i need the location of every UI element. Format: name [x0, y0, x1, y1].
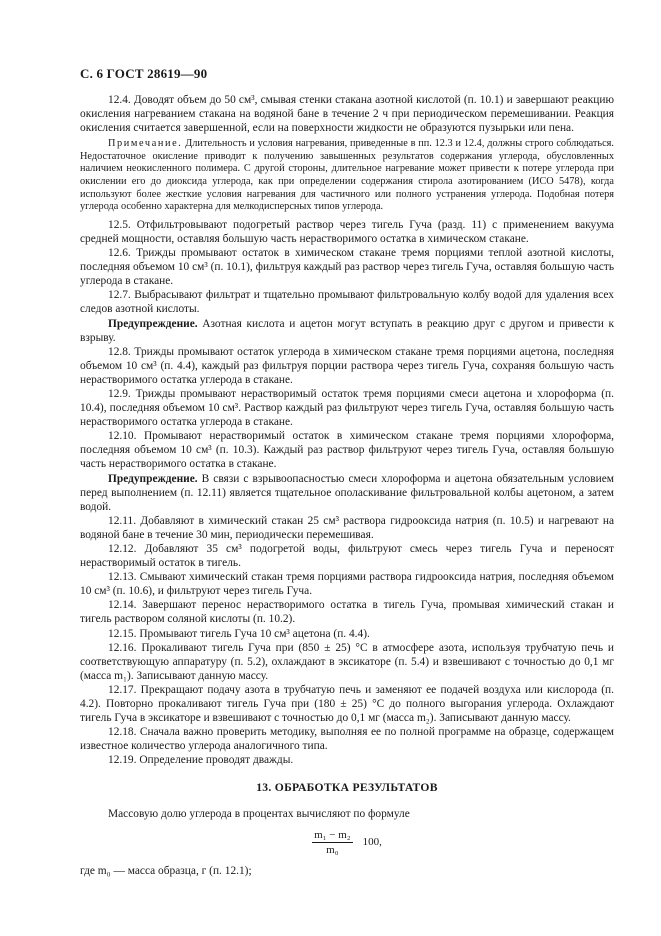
formula-factor: 100,: [362, 836, 382, 849]
warning-2-label: Предупреждение.: [108, 472, 198, 485]
carbon-formula: [80, 829, 614, 856]
section-13-intro: Массовую долю углерода в процентах вычисляют по формуле: [108, 807, 410, 820]
section-13-title: 13. ОБРАБОТКА РЕЗУЛЬТАТОВ: [256, 780, 438, 794]
paragraph-12-11: 12.11. Добавляют в химический стакан 25 см³ раствора гидрооксида натрия (п. 10.5) и нагревают на водяной бане в течение 30 мин, периодически перемешивая.: [80, 514, 614, 541]
paragraph-12-6: 12.6. Трижды промывают остаток в химическом стакане тремя порциями теплой азотной кислоты, последняя объемом 10 см³ (п. 10.1), фильтруя каждый раз раствор через тигель Гуча, оставляя большую часть углерода в стакане.: [80, 247, 615, 288]
paragraph-12-4: 12.4. Доводят объем до 50 см³, смывая стенки стакана азотной кислотой (п. 10.1) и завершают реакцию окисления нагреванием стакана на водяной бане в течение 2 ч при периодическом перемешивании. Реакция окисления считается завершенной, если на поверхности жидкости не образуются пузырьки или пена.: [80, 94, 614, 135]
paragraph-12-9: 12.9. Трижды промывают нерастворимый остаток тремя порциями смеси ацетона и хлороформа (п. 10.4), последняя объемом 10 см³. Раствор каждый раз фильтруют через тигель Гуча, оставляя большую часть нерастворимого остатка углерода в стакане.: [80, 387, 614, 429]
paragraph-12-8: 12.8. Трижды промывают остаток углерода в химическом стакане тремя порциями ацетона, последняя объемом 10 см³ (п. 4.4), каждый раз фильтруя порции раствора через тигель Гуча, сохраняя большую часть нерастворимого остатка углерода в стакане.: [80, 345, 614, 386]
formula-numerator: m₁ − m₂: [314, 828, 351, 841]
warning-1-text: Азотная кислота и ацетон могут вступать в реакцию друг с другом и привести к взрыву.: [80, 317, 614, 344]
note-paragraph: [80, 138, 614, 214]
paragraph-12-13: 12.13. Смывают химический стакан тремя порциями раствора гидроокcида натрия, последняя объемом 10 см³ (п. 10.6), и фильтруют через тигель Гуча.: [80, 571, 614, 598]
paragraph-12-14: 12.14. Завершают перенос нерастворимого остатка в тигель Гуча, промывая химический стакан и тигель раствором соляной кислоты (п. 10.2).: [80, 599, 614, 626]
warning-2-text: В связи с взрывоопасностью смеси хлороформа и ацетона обязательным условием перед выполнением (п. 12.11) является тщательное ополаскивание фильтровальной колбы ацетоном, а затем водой.: [80, 472, 614, 513]
paragraph-12-5: 12.5. Отфильтровывают подогретый раствор через тигель Гуча (разд. 11) с применением вакуума средней мощности, оставляя большую часть нерастворимого остатка в химическом стакане.: [80, 218, 614, 245]
paragraph-12-17: 12.17. Прекращают подачу азота в трубчатую печь и заменяют ее подачей воздуха или кислорода (п. 4.2). Повторно прокаливают тигель Гуча при (180 ± 25) °С до полного выгорания углерода. Охлаждают тигель Гуча в эксикаторе и взвешивают с точностью до 0,1 мг (масса m₂). Записывают данную массу.: [80, 683, 614, 725]
formula-fraction: [312, 829, 353, 856]
page-header: С. 6 ГОСТ 28619—90: [80, 66, 208, 81]
paragraph-12-15: 12.15. Промывают тигель Гуча 10 см³ ацетона (п. 4.4).: [108, 627, 370, 640]
warning-2: [80, 472, 614, 514]
paragraph-12-16: 12.16. Прокаливают тигель Гуча при (850 ± 25) °С в атмосфере азота, используя трубчатую печь и соответствующую аппаратуру (п. 5.2), охлаждают в эксикаторе (п. 5.4) и взвешивают с точностью до 0,1 мг (масса m₁). Записывают данную массу.: [80, 641, 614, 682]
paragraph-12-18: 12.18. Сначала важно проверить методику, выполняя ее по полной программе на образце, содержащем известное количество углерода аналогичного типа.: [80, 726, 614, 753]
formula-where-line: где m₀ — масса образца, г (п. 12.1);: [80, 864, 252, 877]
note-text: Длительность и условия нагревания, приведенные в пп. 12.3 и 12.4, должны строго соблюдаться. Недостаточное окисление приводит к получению завышенных результатов содержания углерода, обусловленных наличием неокисленного полимера. С другой стороны, длительное нагревание может привести к потере углерода при окислении его до диоксида углерода, как при определении содержания стирола азотированием (ИСО 5478), когда используют более жесткие условия нагревания для частичного или полного устранения углерода. Подобная потеря углерода особенно характерна для мелкодисперсных типов углерода.: [80, 138, 614, 213]
paragraph-12-7: 12.7. Выбрасывают фильтрат и тщательно промывают фильтровальную колбу водой для удаления всех следов азотной кислоты.: [80, 289, 614, 316]
warning-1-label: Предупреждение.: [108, 317, 198, 330]
paragraph-12-19: 12.19. Определение проводят дважды.: [108, 754, 294, 767]
paragraph-12-10: 12.10. Промывают нерастворимый остаток в химическом стакане тремя порциями хлороформа, последняя объемом 10 см³ (п. 10.3). Каждый раз раствор фильтруют через тигель Гуча, оставляя большую часть нерастворимого остатка в стакане.: [80, 430, 614, 471]
warning-1: [80, 317, 614, 345]
note-label: Примечание.: [108, 138, 183, 150]
paragraph-12-12: 12.12. Добавляют 35 см³ подогретой воды, фильтруют смесь через тигель Гуча и переносят нерастворимый остаток в тигель.: [80, 543, 614, 570]
document-body: [80, 93, 614, 878]
formula-denominator: m₀: [326, 843, 339, 856]
